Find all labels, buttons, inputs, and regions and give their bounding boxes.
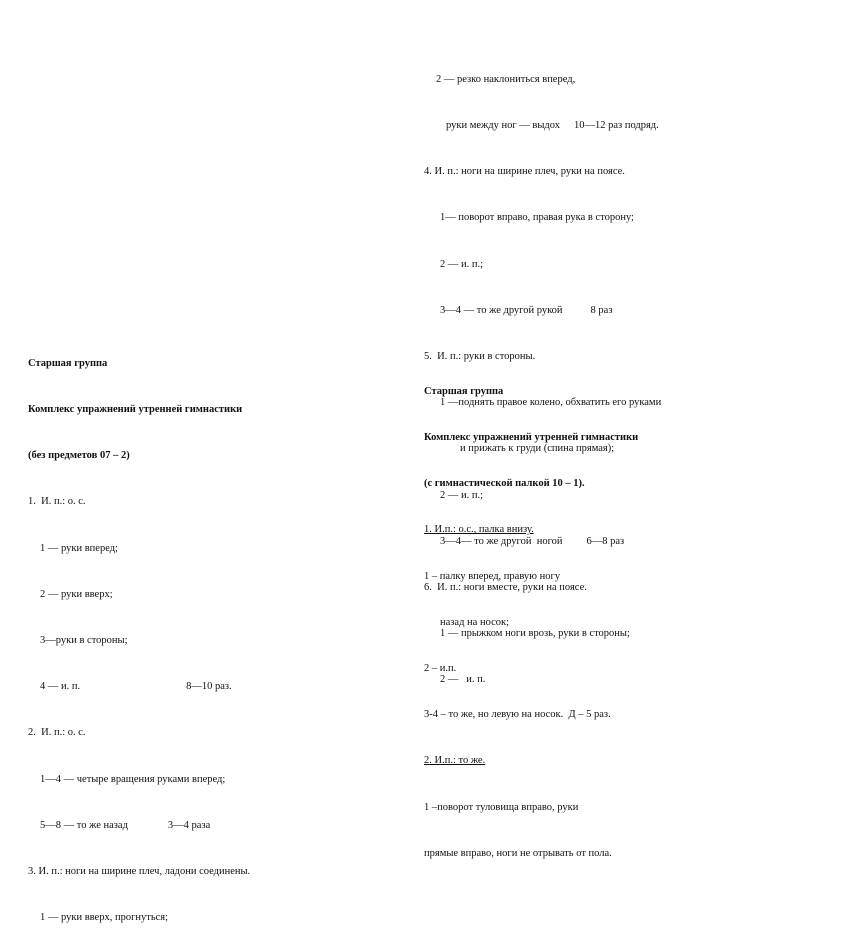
exercise-heading: 1. И.п.: о.с., палка внизу. — [424, 524, 534, 536]
text-line-part: 4 — и. п. — [40, 681, 81, 693]
text-line — [424, 118, 661, 133]
text-line-part: 5—8 — то же назад — [40, 819, 128, 831]
text-line: 3. И. п.: ноги на ширине плеч, ладони соединены. — [28, 866, 251, 878]
repetition-count: 8 раз — [590, 304, 613, 316]
text-line: 6. И. п.: ноги вместе, руки на поясе. — [424, 582, 587, 594]
text-line: 2 — и. п.; — [440, 258, 484, 270]
text-line: 1 —поднять правое колено, обхватить его руками — [440, 397, 662, 409]
group-title: Старшая группа — [424, 385, 504, 397]
repetition-count: 6—8 раз — [586, 535, 625, 547]
complex-title: Комплекс упражнений утренней гимнастики — [28, 404, 243, 416]
text-line: 2 — и. п. — [440, 674, 486, 686]
text-line-part: 3—4— то же другой ногой — [440, 535, 563, 547]
exercise-complex-gym-stick — [424, 353, 638, 877]
text-line: 1 – палку вперед, правую ногу — [424, 570, 561, 582]
text-line-part: 3—4 — то же другой рукой — [440, 304, 563, 316]
text-line: 1 — прыжком ноги врозь, руки в стороны; — [440, 628, 630, 640]
text-line: 5. И. п.: руки в стороны. — [424, 351, 536, 363]
text-line: и прижать к груди (спина прямая); — [460, 443, 615, 455]
text-line-part: руки между ног — выдох — [446, 120, 561, 132]
text-line: 2 — резко наклониться вперед, — [436, 73, 576, 85]
text-line: 3-4 – то же, но левую на носок. Д – 5 раз. — [424, 709, 611, 721]
group-title: Старшая группа — [28, 357, 108, 369]
complex-title: Комплекс упражнений утренней гимнастики — [424, 432, 639, 444]
exercise-heading: 2. И.п.: то же. — [424, 755, 486, 767]
text-line: 1 — руки вверх, прогнуться; — [40, 912, 169, 924]
text-line: 1 — руки вперед; — [40, 542, 118, 554]
text-line — [424, 303, 661, 318]
repetition-count: 10—12 раз подряд. — [574, 120, 659, 132]
text-line — [28, 818, 250, 833]
text-line: 1— поворот вправо, правая рука в сторону; — [440, 212, 634, 224]
repetition-count: 3—4 раза — [167, 819, 211, 831]
complex-subtitle: (без предметов 07 – 2) — [28, 450, 130, 462]
text-line: 3—руки в стороны; — [40, 635, 128, 647]
text-line: 2 – и.п. — [424, 663, 457, 675]
complex-subtitle: (с гимнастической палкой 10 – 1). — [424, 478, 585, 490]
text-line: 2 — руки вверх; — [40, 588, 113, 600]
text-line — [28, 679, 250, 694]
text-line: 1 –поворот туловища вправо, руки — [424, 801, 579, 813]
exercise-complex-no-equipment — [28, 325, 250, 941]
repetition-count: 8—10 раз. — [186, 681, 232, 693]
text-line: прямые вправо, ноги не отрывать от пола. — [424, 847, 612, 859]
text-line: 1—4 — четыре вращения руками вперед; — [40, 773, 226, 785]
text-line: 2 — и. п.; — [440, 489, 484, 501]
text-line: 4. И. п.: ноги на ширине плеч, руки на поясе. — [424, 166, 625, 178]
text-line: назад на носок; — [440, 616, 510, 628]
text-line: 1. И. п.: о. с. — [28, 496, 86, 508]
text-line: 2. И. п.: о. с. — [28, 727, 86, 739]
